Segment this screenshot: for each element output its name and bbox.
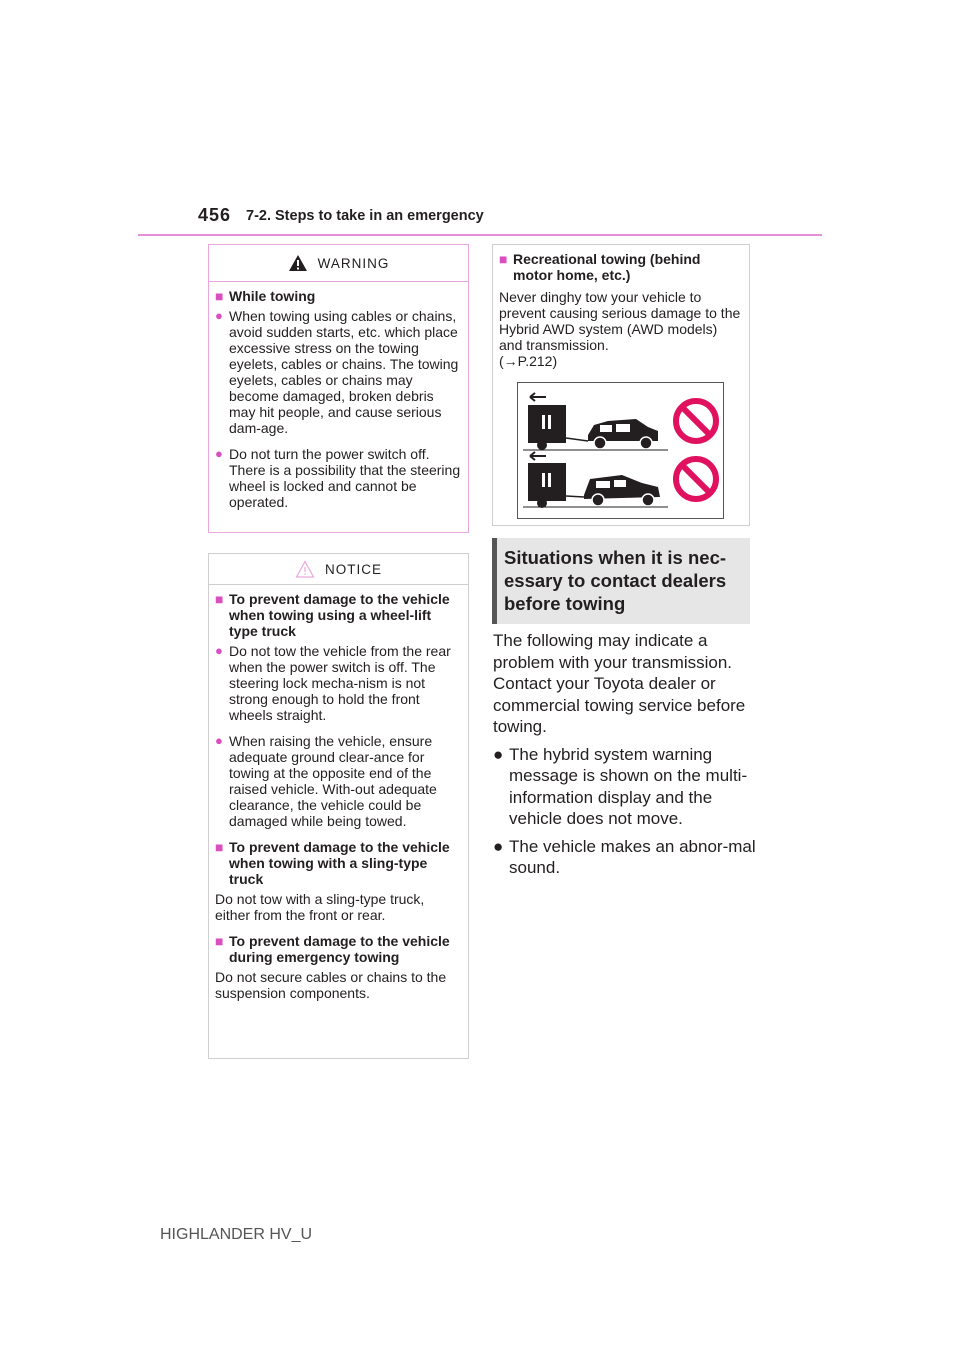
situations-heading: Situations when it is nec-essary to contact dealers before towing: [504, 547, 727, 614]
warning-heading: ■ While towing: [215, 288, 316, 304]
situations-intro: The following may indicate a problem with your transmission. Contact your Toyota dealer or commercial towing service before towing.: [493, 631, 746, 736]
situations-heading-band: [492, 538, 750, 624]
header-rule: [138, 234, 822, 236]
notice-heading-sling: ■ To prevent damage to the vehicle when towing with a sling-type truck: [215, 839, 450, 887]
situations-bullet: ● The vehicle makes an abnor-mal sound.: [493, 836, 756, 877]
notice-text-sling: Do not tow with a sling-type truck, either from the front or rear.: [215, 891, 425, 923]
notice-box: [208, 553, 469, 1059]
footer-model: HIGHLANDER HV_U: [160, 1226, 313, 1243]
notice-item: ● Do not tow the vehicle from the rear when the power switch is off. The steering lock mecha-nism is not strong enough to hold the front wheels straight.: [215, 643, 451, 723]
warning-item: ● Do not turn the power switch off. There is a possibility that the steering wheel is locked and cannot be operated.: [215, 446, 461, 510]
section-title: 7-2. Steps to take in an emergency: [246, 208, 484, 224]
caution-icon: [295, 560, 315, 578]
prohibited-icon: [676, 401, 716, 441]
notice-header: [209, 554, 468, 585]
situations-body: [493, 630, 757, 879]
band-accent-bar: [492, 538, 497, 624]
warning-box: [208, 244, 469, 533]
tow-scene-front: [523, 393, 668, 450]
recreational-text: Never dinghy tow your vehicle to prevent causing serious damage to the Hybrid AWD system (AWD models) and transmission. (→P.212): [499, 289, 741, 369]
tow-scene-rear: [523, 452, 668, 508]
recreational-heading: ■ Recreational towing (behind motor home, etc.): [499, 251, 701, 283]
prohibited-towing-image: [518, 383, 723, 518]
page-number: 456: [198, 205, 232, 225]
situations-bullet: ● The hybrid system warning message is shown on the multi-information display and the vehicle does not move.: [493, 744, 748, 828]
warning-item: ● When towing using cables or chains, avoid sudden starts, etc. which place excessive stress on the towing eyelets, cables or chains. The towing eyelets, cables or chains may become damaged, broken debris may hit people, and cause serious dam-age.: [215, 308, 459, 436]
notice-item: ● When raising the vehicle, ensure adequate ground clear-ance for towing at the opposite end of the raised vehicle. With-out adequate clearance, the vehicle could be damaged while being towed.: [215, 733, 437, 829]
prohibited-icon: [676, 459, 716, 499]
notice-text-emergency: Do not secure cables or chains to the suspension components.: [215, 969, 447, 1001]
warning-icon: [288, 254, 308, 272]
notice-heading-emergency: ■ To prevent damage to the vehicle during emergency towing: [215, 933, 450, 965]
notice-heading-wheel-lift: ■ To prevent damage to the vehicle when towing using a wheel-lift type truck: [215, 591, 450, 639]
page-reference: (→P.212): [499, 353, 558, 369]
warning-title: WARNING: [317, 255, 390, 271]
notice-title: NOTICE: [324, 561, 382, 577]
warning-header: [209, 245, 468, 282]
dinghy-tow-illustration: [517, 382, 724, 519]
